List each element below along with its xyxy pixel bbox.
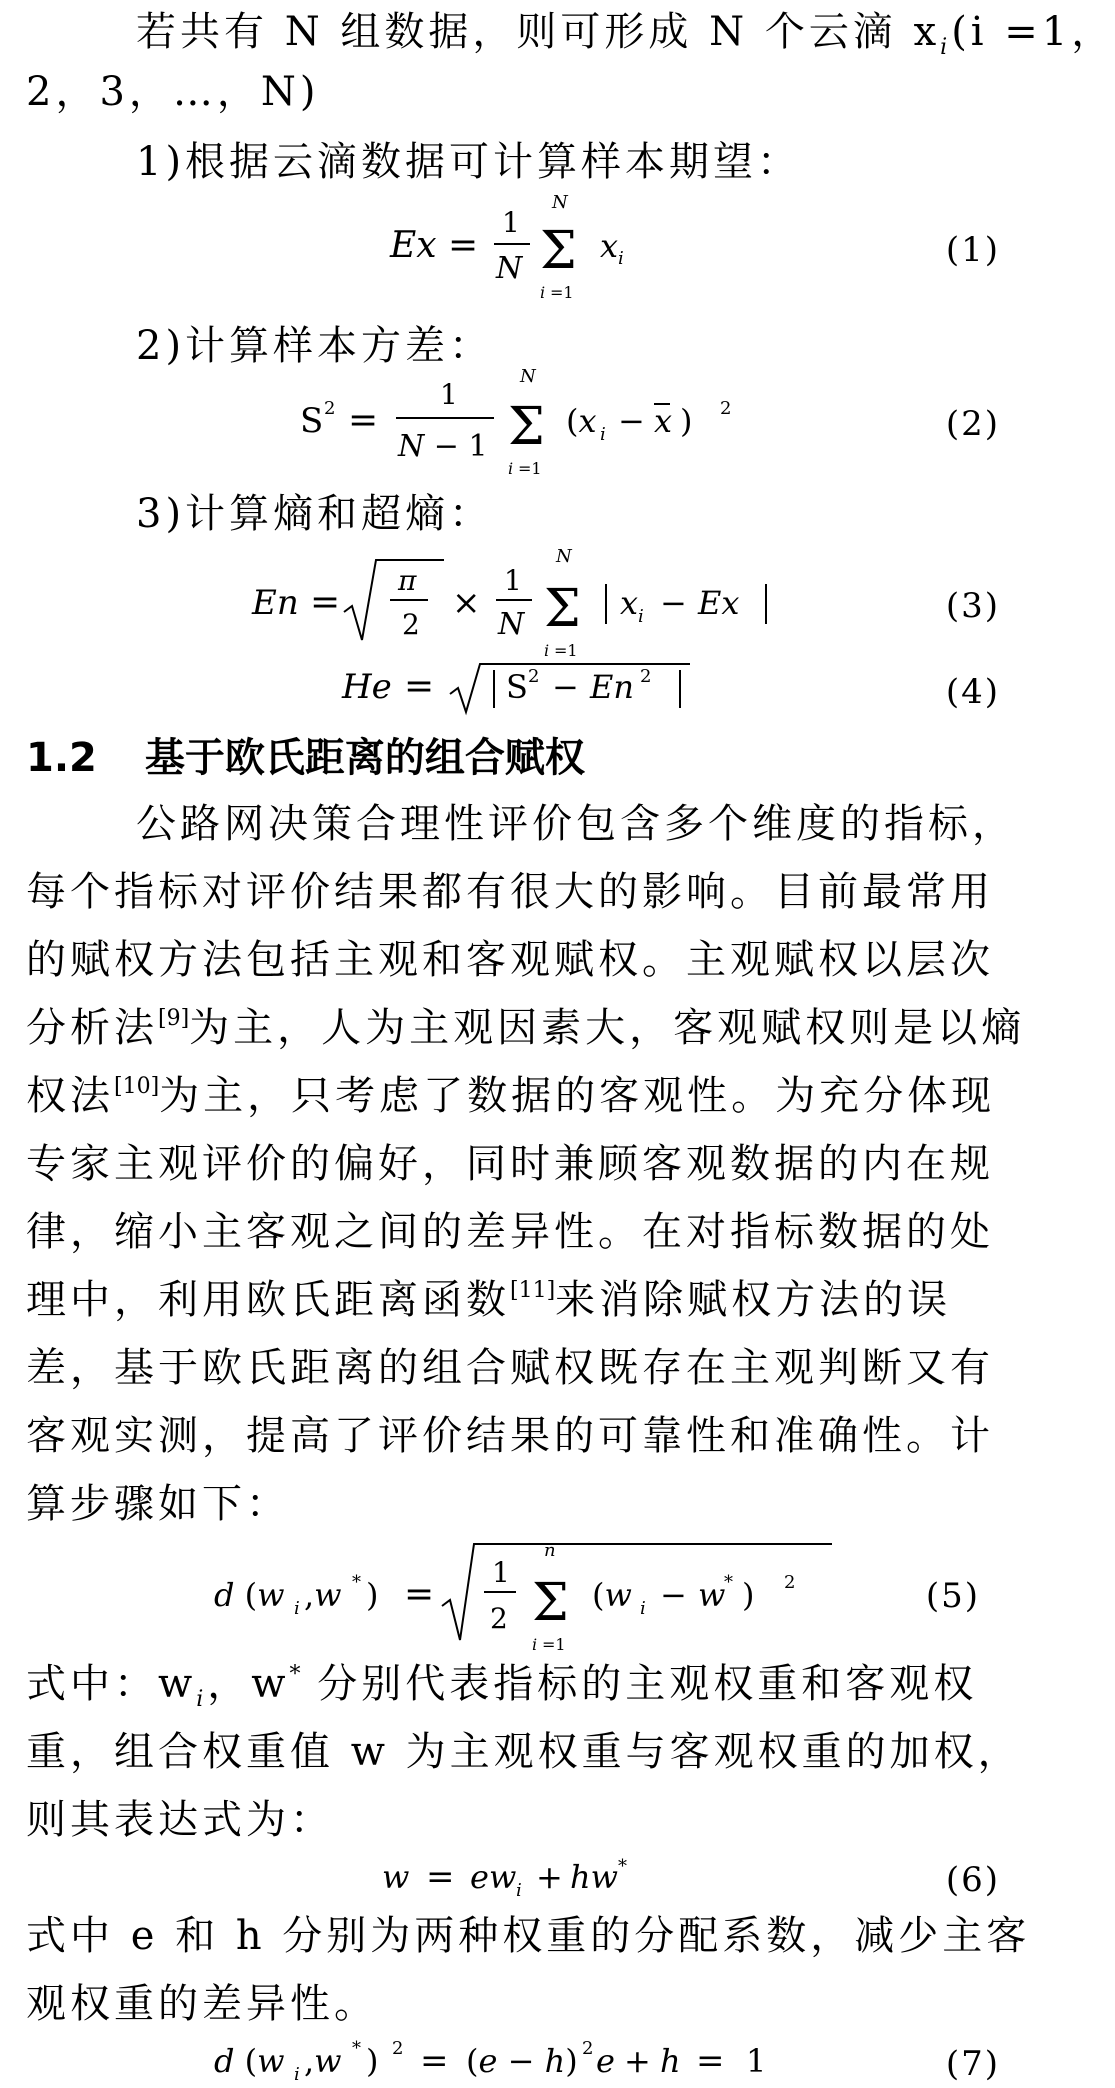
svg-text:1: 1 [502,206,520,239]
text-line [26,1272,1010,1328]
svg-text:Σ: Σ [532,1573,569,1633]
svg-text:ew: ew [470,1858,517,1896]
equation-7-graphic [0,2030,1036,2088]
svg-text:2: 2 [392,2038,404,2059]
svg-text:x: x [620,584,639,622]
equation-7 [0,2030,1036,2088]
citation-11[interactable]: [11] [510,1278,556,1303]
equation-4 [0,650,1036,720]
section-title: 基于欧氏距离的组合赋权 [144,735,585,781]
svg-text:*: * [352,2038,361,2059]
citation-10[interactable]: [10] [114,1074,160,1099]
svg-text:i: i [618,248,624,269]
svg-text:π: π [398,564,417,597]
text-span: 若共有 N 组数据，则可形成 N 个云滴 x [136,9,941,55]
svg-text:2: 2 [720,398,732,419]
section-heading [26,730,585,786]
svg-text:w: w [382,1858,410,1896]
svg-text:1: 1 [440,378,458,411]
svg-text:−: − [660,1576,687,1614]
svg-text:i: i [508,459,514,478]
text-span: 权法 [26,1073,114,1119]
svg-text:2: 2 [528,666,540,687]
svg-text:N: N [552,192,568,213]
citation-9[interactable]: [9] [158,1006,190,1031]
svg-text:−: − [552,668,579,706]
svg-text:,w: ,w [304,2042,342,2080]
text-span: 来消除赋权方法的误 [555,1277,952,1323]
text-line: 公路网决策合理性评价包含多个维度的指标， [136,801,1016,847]
text-span: (i =1， [951,9,1115,55]
text-span: 分别代表指标的主观权重和客观权 [300,1661,978,1707]
svg-text:S: S [506,668,528,706]
text-line: 若共有 N 组数据，则可形成 N 个云滴 $x_i(i =1$， [136,9,1115,60]
equation-number: (2) [945,404,1000,444]
svg-text:(w: (w [592,1576,632,1614]
svg-text:2: 2 [402,608,420,641]
text-line: 差，基于欧氏距离的组合赋权既存在主观判断又有 [26,1345,994,1391]
svg-text:Σ: Σ [540,221,577,281]
svg-text:=: = [404,666,435,707]
svg-text:(x: (x [566,402,597,440]
svg-text:−: − [660,584,687,622]
svg-text:hw: hw [570,1858,618,1896]
text-line: 观权重的差异性。 [26,1981,378,2027]
svg-text:He: He [342,667,392,707]
svg-text:i: i [540,283,546,302]
svg-text:=1: =1 [542,1635,566,1654]
equation-2-graphic [0,366,1036,490]
svg-text:2: 2 [324,398,336,419]
text-line: 2，3，…，N) [26,69,320,115]
svg-text:1: 1 [492,1556,510,1589]
equation-number: (3) [945,586,1000,626]
equation-number: (5) [925,1576,980,1616]
svg-text:+: + [536,1858,563,1896]
svg-text:e: e [596,2042,615,2080]
equation-6-graphic [0,1846,1036,1906]
svg-text:=1: =1 [518,459,542,478]
svg-text:): ) [366,1576,379,1614]
svg-text:N − 1: N − 1 [398,429,488,464]
equation-number: (6) [945,1860,1000,1900]
svg-text:=: = [404,1574,435,1615]
svg-text:+: + [624,2042,651,2080]
text-line: 的赋权方法包括主观和客观赋权。主观赋权以层次 [26,937,994,983]
svg-text:i: i [516,1880,522,1901]
svg-text:En: En [590,668,634,706]
equation-2 [0,366,1036,490]
svg-text:w: w [698,1576,726,1614]
svg-text:N: N [496,251,523,286]
step-1-text: 1)根据云滴数据可计算样本期望： [136,139,802,185]
svg-text:−: − [618,402,645,440]
svg-text:N: N [498,607,525,642]
text-span: ，w [207,1661,290,1707]
text-span: 为主，人为主观因素大，客观赋权则是以熵 [189,1005,1026,1051]
svg-text:=: = [348,400,379,441]
svg-text:d (w: d (w [214,1576,285,1614]
text-line: 专家主观评价的偏好，同时兼顾客观数据的内在规 [26,1141,994,1187]
svg-text:): ) [680,402,693,440]
svg-text:,w: ,w [304,1576,342,1614]
svg-text:×: × [452,583,481,623]
svg-text:=: = [426,1857,455,1897]
step-2-text: 2)计算样本方差： [136,323,494,369]
text-span: 分析法 [26,1005,158,1051]
svg-text:2: 2 [582,2038,594,2059]
equation-number: (4) [945,672,1000,712]
svg-text:Σ: Σ [544,579,581,639]
text-span: 为主，只考虑了数据的客观性。为充分体现 [159,1073,996,1119]
svg-text:x: x [600,227,619,265]
svg-text:i: i [600,424,606,445]
equation-6 [0,1846,1036,1906]
svg-text:=: = [310,582,341,623]
svg-text:2: 2 [784,1572,796,1593]
svg-text:=: = [448,225,479,266]
svg-text:Ex: Ex [698,584,740,622]
svg-text:i: i [640,1598,646,1619]
equation-1 [0,190,1036,310]
text-span: 理中，利用欧氏距离函数 [26,1277,510,1323]
svg-text:i: i [294,1598,300,1619]
equation-number: (1) [945,230,1000,270]
text-line: 式中 e 和 h 分别为两种权重的分配系数，减少主客 [26,1913,1031,1959]
section-number: 1.2 [26,735,97,781]
equation-3 [0,540,1036,660]
svg-text:): ) [742,1576,755,1614]
svg-text:*: * [618,1856,627,1877]
svg-text:N: N [556,546,572,567]
equation-1-graphic [0,190,1036,310]
equation-number: (7) [945,2044,1000,2084]
text-line: 律，缩小主客观之间的差异性。在对指标数据的处 [26,1209,994,1255]
text-line: 则其表达式为： [26,1797,334,1843]
svg-text:=: = [420,2041,449,2081]
text-line: 每个指标对评价结果都有很大的影响。目前最常用 [26,869,994,915]
svg-text:*: * [724,1572,733,1593]
svg-text:i: i [294,2064,300,2085]
text-line [26,1000,1026,1056]
svg-text:=1: =1 [554,641,578,660]
svg-text:Ex: Ex [390,225,437,266]
svg-text:En: En [252,583,299,623]
svg-text:h: h [660,2042,681,2080]
svg-text:d (w: d (w [214,2042,285,2080]
svg-text:i: i [544,641,550,660]
svg-text:i: i [638,606,644,627]
svg-text:*: * [352,1572,361,1593]
text-line [26,1068,1010,1124]
svg-text:1: 1 [504,564,522,597]
svg-text:n: n [544,1540,556,1561]
equation-4-graphic [0,650,1036,720]
svg-text:x: x [654,402,673,440]
svg-text:N: N [520,366,536,387]
svg-text:Σ: Σ [508,397,545,457]
step-3-text: 3)计算熵和超熵： [136,491,494,537]
svg-text:): ) [366,2042,379,2080]
equation-5-graphic [0,1536,1036,1656]
svg-text:2: 2 [490,1602,508,1635]
text-line: 重，组合权重值 w 为主观权重与客观权重的加权， [26,1729,1022,1775]
svg-text:=: = [696,2041,725,2081]
svg-text:1: 1 [746,2042,767,2080]
svg-text:2: 2 [640,666,652,687]
svg-text:=1: =1 [550,283,574,302]
text-line: 算步骤如下： [26,1481,290,1527]
text-span: 式中：w [26,1661,197,1707]
svg-text:S: S [300,401,324,441]
svg-text:(e − h): (e − h) [466,2042,578,2080]
equation-5 [0,1536,1036,1656]
svg-text:i: i [532,1635,538,1654]
equation-3-graphic [0,540,1036,660]
text-line: 式中：$w_i$，w* 分别代表指标的主观权重和客观权 [26,1661,978,1712]
text-line: 客观实测，提高了评价结果的可靠性和准确性。计 [26,1413,994,1459]
